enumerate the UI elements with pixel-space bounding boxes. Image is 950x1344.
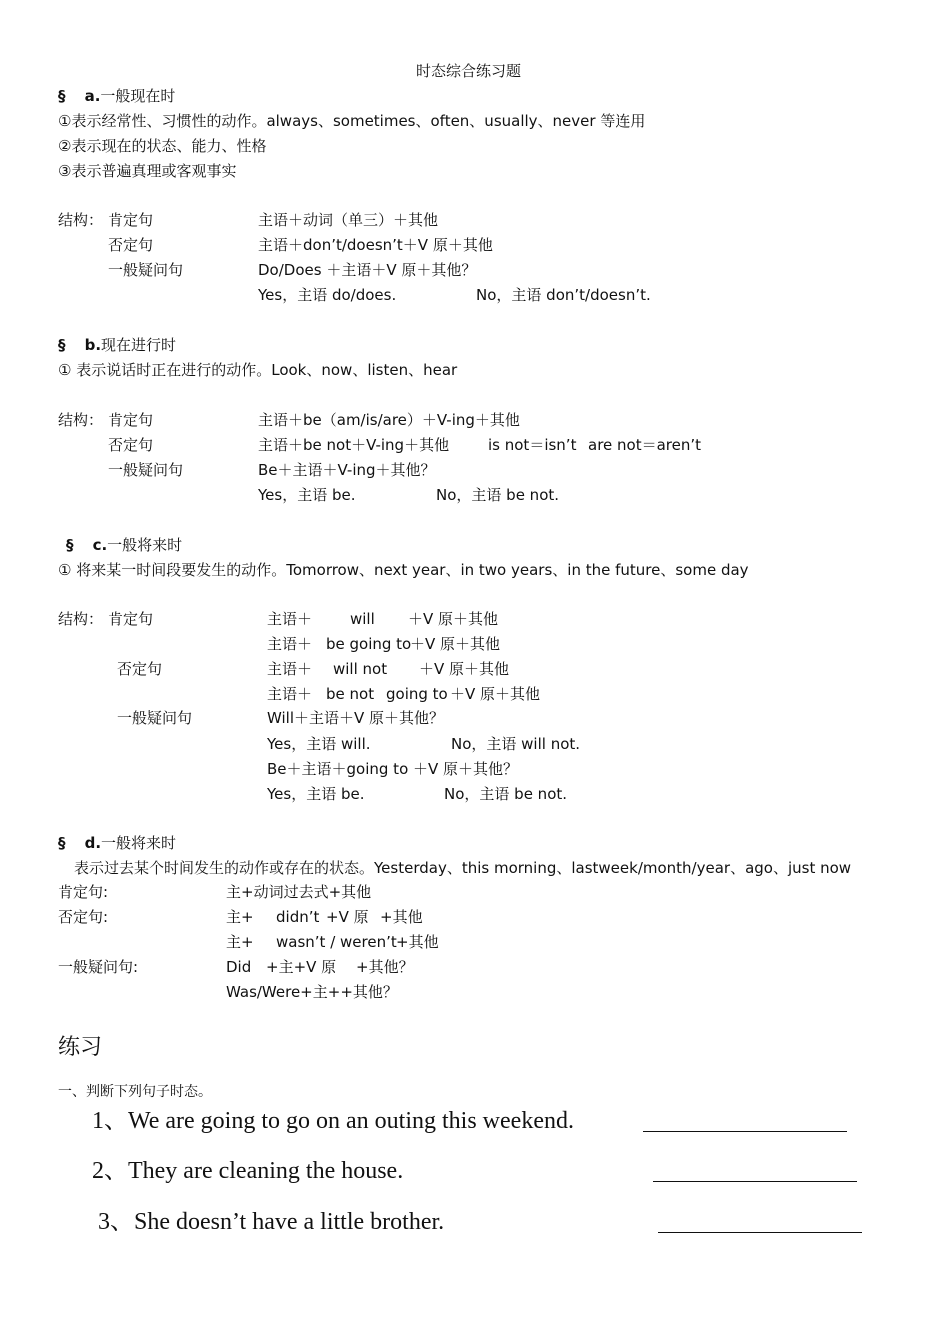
row-label: 一般疑问句:	[58, 958, 139, 976]
practice-heading: 练习	[58, 1035, 103, 1060]
section-title: 一般将来时	[107, 536, 183, 554]
row-label: 肯定句	[108, 211, 154, 229]
contraction: is not＝isn’t	[488, 436, 577, 454]
point-number: ①	[58, 361, 72, 379]
point	[58, 360, 457, 380]
structure-label: 结构：	[58, 610, 104, 628]
point: ①表示经常性、习惯性的动作。always、sometimes、often、usually、never 等连用	[58, 112, 646, 130]
row-formula: be not	[326, 685, 375, 703]
row-formula: 主+	[226, 908, 254, 926]
practice-item: 2、They are cleaning the house.	[92, 1158, 404, 1184]
answer-no: No，主语 don’t/doesn’t.	[476, 286, 651, 304]
section-letter: a.	[84, 87, 101, 105]
row-formula: 主+动词过去式+其他	[226, 883, 372, 901]
row-formula: 主语＋动词（单三）＋其他	[258, 211, 439, 229]
point-text: 表示说话时正在进行的动作。Look、now、listen、hear	[76, 361, 458, 379]
section-title: 现在进行时	[101, 336, 177, 354]
section-marker: §	[58, 834, 66, 852]
point: ②表示现在的状态、能力、性格	[58, 137, 267, 155]
section-marker: §	[58, 336, 66, 354]
row-label: 肯定句	[108, 411, 154, 429]
practice-instruction: 一、判断下列句子时态。	[58, 1084, 212, 1100]
answer-yes: Yes，主语 do/does.	[258, 286, 397, 304]
row-formula: Was/Were+主++其他？	[226, 983, 398, 1001]
answer-no: No，主语 be not.	[444, 785, 568, 803]
row-formula: ＋V 原＋其他	[450, 685, 541, 703]
section-letter: c.	[92, 536, 108, 554]
answer-no: No，主语 will not.	[451, 735, 581, 753]
point-text: 将来某一时间段要发生的动作。Tomorrow、next year、in two years、in the future、some day	[76, 561, 749, 579]
row-label: 否定句:	[58, 908, 109, 926]
section-marker: §	[58, 87, 66, 105]
answer-blank[interactable]	[643, 1131, 847, 1132]
row-formula: be going to	[326, 635, 412, 653]
answer-no: No，主语 be not.	[436, 486, 560, 504]
row-formula: 主语＋be（am/is/are）＋V-ing＋其他	[258, 411, 520, 429]
row-formula: +主+V 原	[266, 958, 337, 976]
row-formula: ＋V 原＋其他	[419, 660, 510, 678]
row-formula: Will＋主语＋V 原＋其他？	[267, 709, 445, 727]
point	[58, 560, 749, 580]
section-d-heading	[58, 833, 176, 853]
row-formula: 主语＋	[267, 635, 313, 653]
practice-item: 1、We are going to go on an outing this weekend.	[92, 1108, 574, 1134]
row-formula: Did	[226, 958, 252, 976]
section-marker: §	[66, 536, 74, 554]
row-formula: ＋V 原＋其他	[408, 610, 499, 628]
row-formula: going to	[386, 685, 448, 703]
row-formula: didn’t	[276, 908, 320, 926]
section-c-heading	[66, 535, 182, 555]
row-formula: 主语＋be not＋V-ing＋其他	[258, 436, 450, 454]
contraction: are not＝aren’t	[588, 436, 702, 454]
row-label: 一般疑问句	[108, 261, 184, 279]
answer-blank[interactable]	[653, 1181, 857, 1182]
row-formula: Be＋主语＋V-ing＋其他？	[258, 461, 436, 479]
section-title: 一般将来时	[101, 834, 177, 852]
row-formula: +其他	[396, 933, 439, 951]
row-formula: ＋V 原＋其他	[410, 635, 501, 653]
row-formula: 主语＋don’t/doesn’t＋V 原＋其他	[258, 236, 493, 254]
page-title: 时态综合练习题	[416, 62, 522, 80]
row-label: 否定句	[108, 436, 154, 454]
row-formula: Do/Does ＋主语＋V 原＋其他？	[258, 261, 477, 279]
section-a-heading	[58, 86, 175, 106]
row-label: 一般疑问句	[108, 461, 184, 479]
row-formula: 主语＋	[267, 610, 313, 628]
point: 表示过去某个时间发生的动作或存在的状态。Yesterday、this morning、lastweek/month/year、ago、just now	[74, 859, 852, 877]
row-formula: +其他？	[356, 958, 414, 976]
answer-blank[interactable]	[658, 1232, 862, 1233]
row-formula: Be＋主语＋going to ＋V 原＋其他？	[267, 760, 519, 778]
answer-yes: Yes，主语 be.	[258, 486, 356, 504]
row-formula: 主语＋	[267, 685, 313, 703]
row-formula: will not	[333, 660, 388, 678]
point: ③表示普遍真理或客观事实	[58, 162, 237, 180]
row-label: 一般疑问句	[117, 709, 193, 727]
point-number: ①	[58, 561, 72, 579]
row-label: 肯定句:	[58, 883, 109, 901]
row-formula: 主语＋	[267, 660, 313, 678]
row-formula: will	[350, 610, 375, 628]
row-label: 否定句	[117, 660, 163, 678]
section-letter: d.	[84, 834, 102, 852]
practice-item: 3、She doesn’t have a little brother.	[98, 1209, 445, 1235]
row-formula: wasn’t / weren’t	[276, 933, 397, 951]
structure-label: 结构：	[58, 211, 104, 229]
section-letter: b.	[84, 336, 102, 354]
row-label: 肯定句	[108, 610, 154, 628]
section-title: 一般现在时	[100, 87, 176, 105]
row-formula: +其他	[380, 908, 423, 926]
answer-yes: Yes，主语 be.	[267, 785, 365, 803]
row-formula: 主+	[226, 933, 254, 951]
structure-label: 结构：	[58, 411, 104, 429]
row-label: 否定句	[108, 236, 154, 254]
row-formula: +V 原	[326, 908, 369, 926]
section-b-heading	[58, 335, 176, 355]
answer-yes: Yes，主语 will.	[267, 735, 371, 753]
